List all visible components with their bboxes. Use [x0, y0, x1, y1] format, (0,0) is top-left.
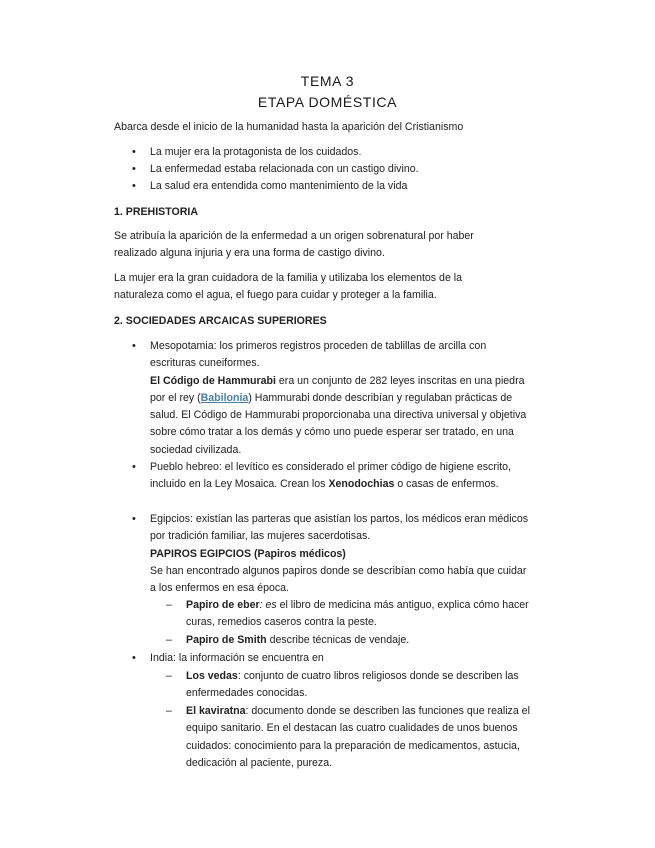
doc-title-line1: TEMA 3: [300, 73, 355, 89]
bullet-icon: •: [132, 180, 136, 192]
dash-icon: –: [166, 705, 172, 717]
bullet-icon: •: [132, 146, 136, 158]
sub-item-vedas: – Los vedas: conjunto de cuatro libros religiosos donde se describen las enfermedades conocidas.: [166, 670, 519, 700]
list-item-india: • India: la información se encuentra en: [150, 650, 530, 667]
papiros-heading: PAPIROS EGIPCIOS (Papiros médicos): [150, 547, 346, 560]
bullet-icon: •: [132, 652, 136, 664]
section1-heading: 1. PREHISTORIA: [114, 206, 198, 218]
dash-icon: –: [166, 634, 172, 646]
sub-item-eber: – Papiro de eber: es el libro de medicina más antiguo, explica cómo hacer curas, remedios caseros contra la peste.: [166, 599, 529, 629]
intro-bullet-list: [132, 144, 530, 195]
section2-heading: 2. SOCIEDADES ARCAICAS SUPERIORES: [114, 315, 327, 327]
list-item-hebreo: • Pueblo hebreo: el levítico es considerado el primer código de higiene escrito, incluido en la Ley Mosaica. Crean los Xenodochias o casas de enfermos.: [132, 461, 511, 491]
hammurabi-bold: El Código de Hammurabi: [150, 374, 276, 387]
bullet-icon: •: [132, 513, 136, 525]
sub-item-kaviratna: – El kaviratna: documento donde se describen las funciones que realiza el equipo sanitario. En el destacan las cuatro cualidades de unos buenos cuidados: conocimiento para la preparación de medicamentos, astucia, dedicación al paciente, pureza.: [166, 705, 530, 769]
list-item: • La enfermedad estaba relacionada con un castigo divino.: [150, 161, 530, 178]
list-item-egipcios: • Egipcios: existían las parteras que asistían los partos, los médicos eran médicos por tradición familiar, las mujeres sacerdotisas. PAPIROS EGIPCIOS (Papiros médicos) Se han encontrado algunos papiros donde se describían como había que cuidar a los enfermos en esa época.: [132, 513, 529, 595]
intro-paragraph: Abarca desde el inicio de la humanidad hasta la aparición del Cristianismo: [114, 121, 464, 133]
doc-title-line2: ETAPA DOMÉSTICA: [257, 94, 398, 110]
section1-paragraph1: Se atribuía la aparición de la enfermedad a un origen sobrenatural por haber realizado alguna injuria y era una forma de castigo divino.: [114, 230, 474, 259]
sub-item-smith: – Papiro de Smith describe técnicas de vendaje.: [186, 632, 531, 649]
dash-icon: –: [166, 599, 172, 611]
bullet-icon: •: [132, 340, 136, 352]
section1-paragraph2: La mujer era la gran cuidadora de la familia y utilizaba los elementos de la naturaleza como el agua, el fuego para cuidar y proteger a la familia.: [114, 272, 463, 301]
bullet-icon: •: [132, 461, 136, 473]
bullet-icon: •: [132, 163, 136, 175]
dash-icon: –: [166, 670, 172, 682]
babilonia-link[interactable]: Babilonia: [200, 391, 249, 404]
xenodochias-bold: Xenodochias: [328, 478, 395, 491]
list-item-mesopotamia: • Mesopotamia: los primeros registros proceden de tablillas de arcilla con escrituras cuneiformes. El Código de Hammurabi era un conjunto de 282 leyes inscritas en una piedra por el rey (Babilonia) Hammurabi donde describían y regulaban prácticas de salud. El Código de Hammurabi proporcionaba una directiva universal y objetiva sobre cómo tratar a los demás y cómo uno puede esperar ser tratado, en una sociedad civilizada.: [132, 340, 527, 456]
list-item: • La mujer era la protagonista de los cuidados.: [150, 144, 530, 161]
list-item: • La salud era entendida como mantenimiento de la vida: [150, 178, 530, 195]
